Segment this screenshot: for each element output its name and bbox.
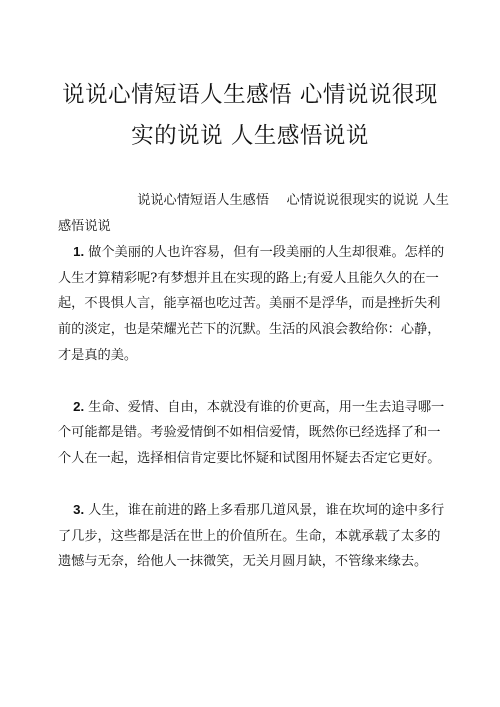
document-subtitle: 说说心情短语人生感悟 心情说说很现实的说说 人生感悟说说 [58, 193, 449, 234]
paragraph-text: 生命、爱情、自由，本就没有谁的价更高，用一生去追寻哪一个可能都是错。考验爱情倒不如相信爱情，既然你已经选择了和一个人在一起，选择相信肯定要比怀疑和试图用怀疑去否定它更好。 [58, 399, 445, 466]
paragraph-1 [58, 239, 450, 368]
paragraph-number: 1. [73, 244, 85, 260]
paragraph-number: 3. [73, 502, 85, 518]
paragraph-number: 2. [73, 398, 85, 414]
paragraph-text: 人生，谁在前进的路上多看那几道风景，谁在坎坷的途中多行了几步，这些都是活在世上的价值所在。生命，本就承载了太多的遗憾与无奈，给他人一抹微笑，无关月圆月缺，不管缘来缘去。 [58, 503, 445, 570]
paragraph-2 [58, 394, 450, 472]
title-line-2: 实的说说 人生感悟说说 [131, 123, 369, 150]
paragraph-text: 做个美丽的人也许容易，但有一段美丽的人生却很难。怎样的人生才算精彩呢?有梦想并且在实现的路上;有爱人且能久久的在一起，不畏惧人言，能享福也吃过苦。美丽不是浮华，而是挫折失利前的淡定，也是荣耀光芒下的沉默。生活的风浪会教给你：心静，才是真的美。 [58, 245, 445, 363]
document-body [58, 188, 450, 575]
paragraph-3 [58, 497, 450, 575]
document-title [40, 75, 460, 157]
title-line-1: 说说心情短语人生感悟 心情说说很现 [62, 82, 438, 109]
